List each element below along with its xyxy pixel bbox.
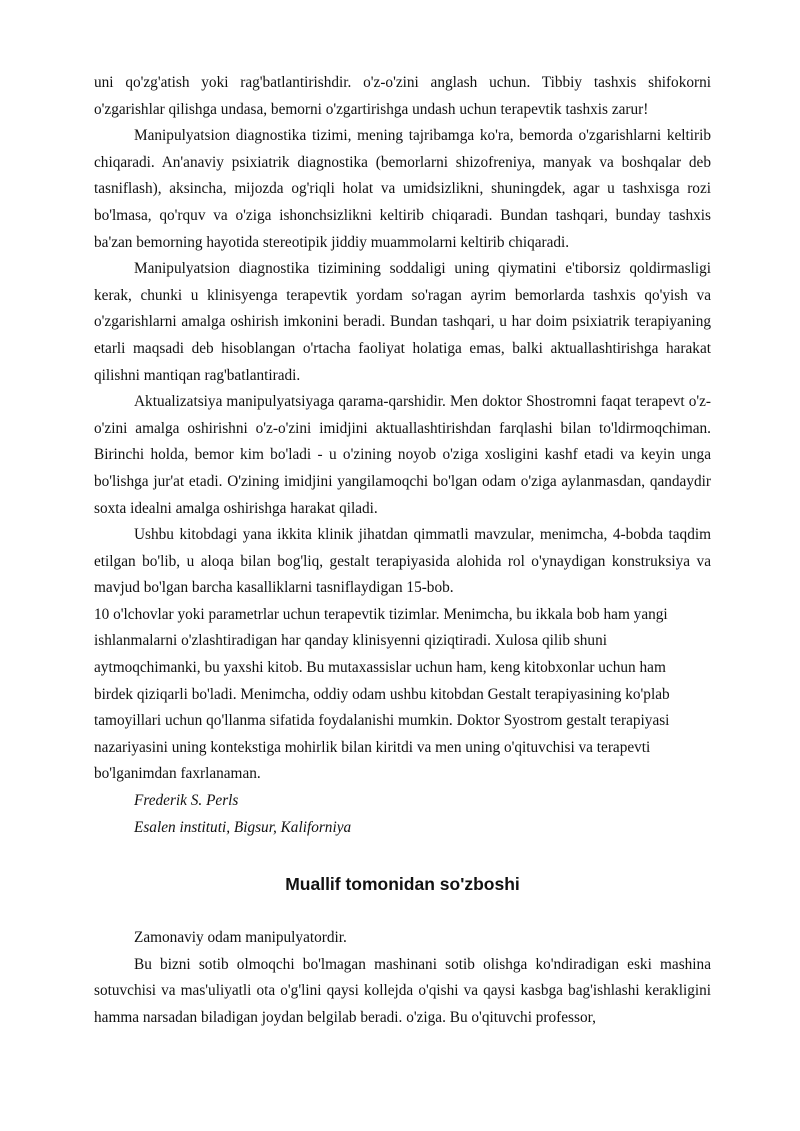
signature-name: Frederik S. Perls — [134, 792, 239, 810]
text-line: 10 o'lchovlar yoki parametrlar uchun terapevtik tizimlar. Menimcha, bu ikkala bob ham yangi — [94, 605, 668, 623]
unjustified-paragraph — [94, 602, 711, 788]
paragraph-continued: uni qo'zg'atish yoki rag'batlantirishdir. o'z-o'zini anglash uchun. Tibbiy tashxis shifokorni o'zgarishlar qilishga undasa, bemorni o'zgartirishga undash uchun terapevtik tashxis zarur! — [94, 74, 711, 118]
paragraph-manipulative-diagnostics: Manipulyatsion diagnostika tizimi, mening tajribamga ko'ra, bemorda o'zgarishlarni keltirib chiqaradi. An'anaviy psixiatrik diagnostika (bemorlarni shizofreniya, manyak va boshqalar deb tasniflash), aksincha, mijozda og'riqli holat va umidsizlikni, shuningdek, agar u tashxisga rozi bo'lmasa, qo'rquv va o'ziga ishonchsizlikni keltirib chiqaradi. Bundan tashqari, bunday tashxis ba'zan bemorning hayotida stereotipik jiddiy muammolarni keltirib chiqaradi. — [94, 127, 711, 251]
paragraph-actualization: Aktualizatsiya manipulyatsiyaga qarama-qarshidir. Men doktor Shostromni faqat terapevt o'z-o'zini amalga oshirishni o'z-o'zini imidjini aktuallashtirishdan farqlashi bilan to'ldirmoqchiman. Birinchi holda, bemor kim bo'ladi - u o'zining noyob o'ziga xosligini kashf etadi va keyin unga bo'lishga jur'at etadi. O'zining imidjini yangilamoqchi bo'lgan odam o'ziga aylanmasdan, qandaydir soxta idealni amalga oshirishga harakat qiladi. — [94, 393, 711, 517]
paragraph-modern-man: Zamonaviy odam manipulyatordir. — [134, 929, 347, 947]
section-heading: Muallif tomonidan so'zboshi — [285, 874, 520, 895]
paragraph-car-salesman: Bu bizni sotib olmoqchi bo'lmagan mashinani sotib olishga ko'ndiradigan eski mashina sotuvchisi va mas'uliyatli ota o'g'lini qaysi kollejda o'qishi va qaysi kasbga bag'ishlashi kerakligini hamma narsadan biladigan joydan belgilab beradi. o'ziga. Bu o'qituvchi professor, — [94, 955, 711, 1026]
paragraph-clinical-topics: Ushbu kitobdagi yana ikkita klinik jihatdan qimmatli mavzular, menimcha, 4-bobda taqdim etilgan bo'lib, u aloqa bilan bog'liq, gestalt terapiyasida alohida rol o'ynaydigan konstruksiya va mavjud bo'lgan barcha kasalliklarni tasniflaydigan 15-bob. — [94, 526, 711, 597]
text-line: tamoyillari uchun qo'llanma sifatida foydalanishi mumkin. Doktor Syostrom gestalt terapiyasi — [94, 712, 670, 730]
text-line: bo'lganimdan faxrlanaman. — [94, 765, 261, 783]
text-line: ishlanmalarni o'zlashtiradigan har qanday klinisyenni qiziqtiradi. Xulosa qilib shuni — [94, 632, 607, 650]
text-line: aytmoqchimanki, bu yaxshi kitob. Bu mutaxassislar uchun ham, keng kitobxonlar uchun ham — [94, 659, 666, 677]
signature-affiliation: Esalen instituti, Bigsur, Kaliforniya — [134, 818, 352, 836]
document-page — [94, 70, 711, 1032]
paragraph-diagnostic-simplicity: Manipulyatsion diagnostika tizimining soddaligi uning qiymatini e'tiborsiz qoldirmasligi kerak, chunki u klinisyenga terapevtik yordam so'ragan ayrim bemorlarda tashxis qo'yish va o'zgarishlarni amalga oshirish imkonini beradi. Bundan tashqari, u har doim psixiatrik terapiyaning etarli maqsadi deb hisoblangan o'rtacha faoliyat holatiga emas, balki aktuallashtirishga harakat qilishni mantiqan rag'batlantiradi. — [94, 260, 711, 384]
text-line: birdek qiziqarli bo'ladi. Menimcha, oddiy odam ushbu kitobdan Gestalt terapiyasining ko'plab — [94, 685, 670, 703]
text-line: nazariyasini uning kontekstiga mohirlik bilan kiritdi va men uning o'qituvchisi va terapevti — [94, 738, 651, 756]
